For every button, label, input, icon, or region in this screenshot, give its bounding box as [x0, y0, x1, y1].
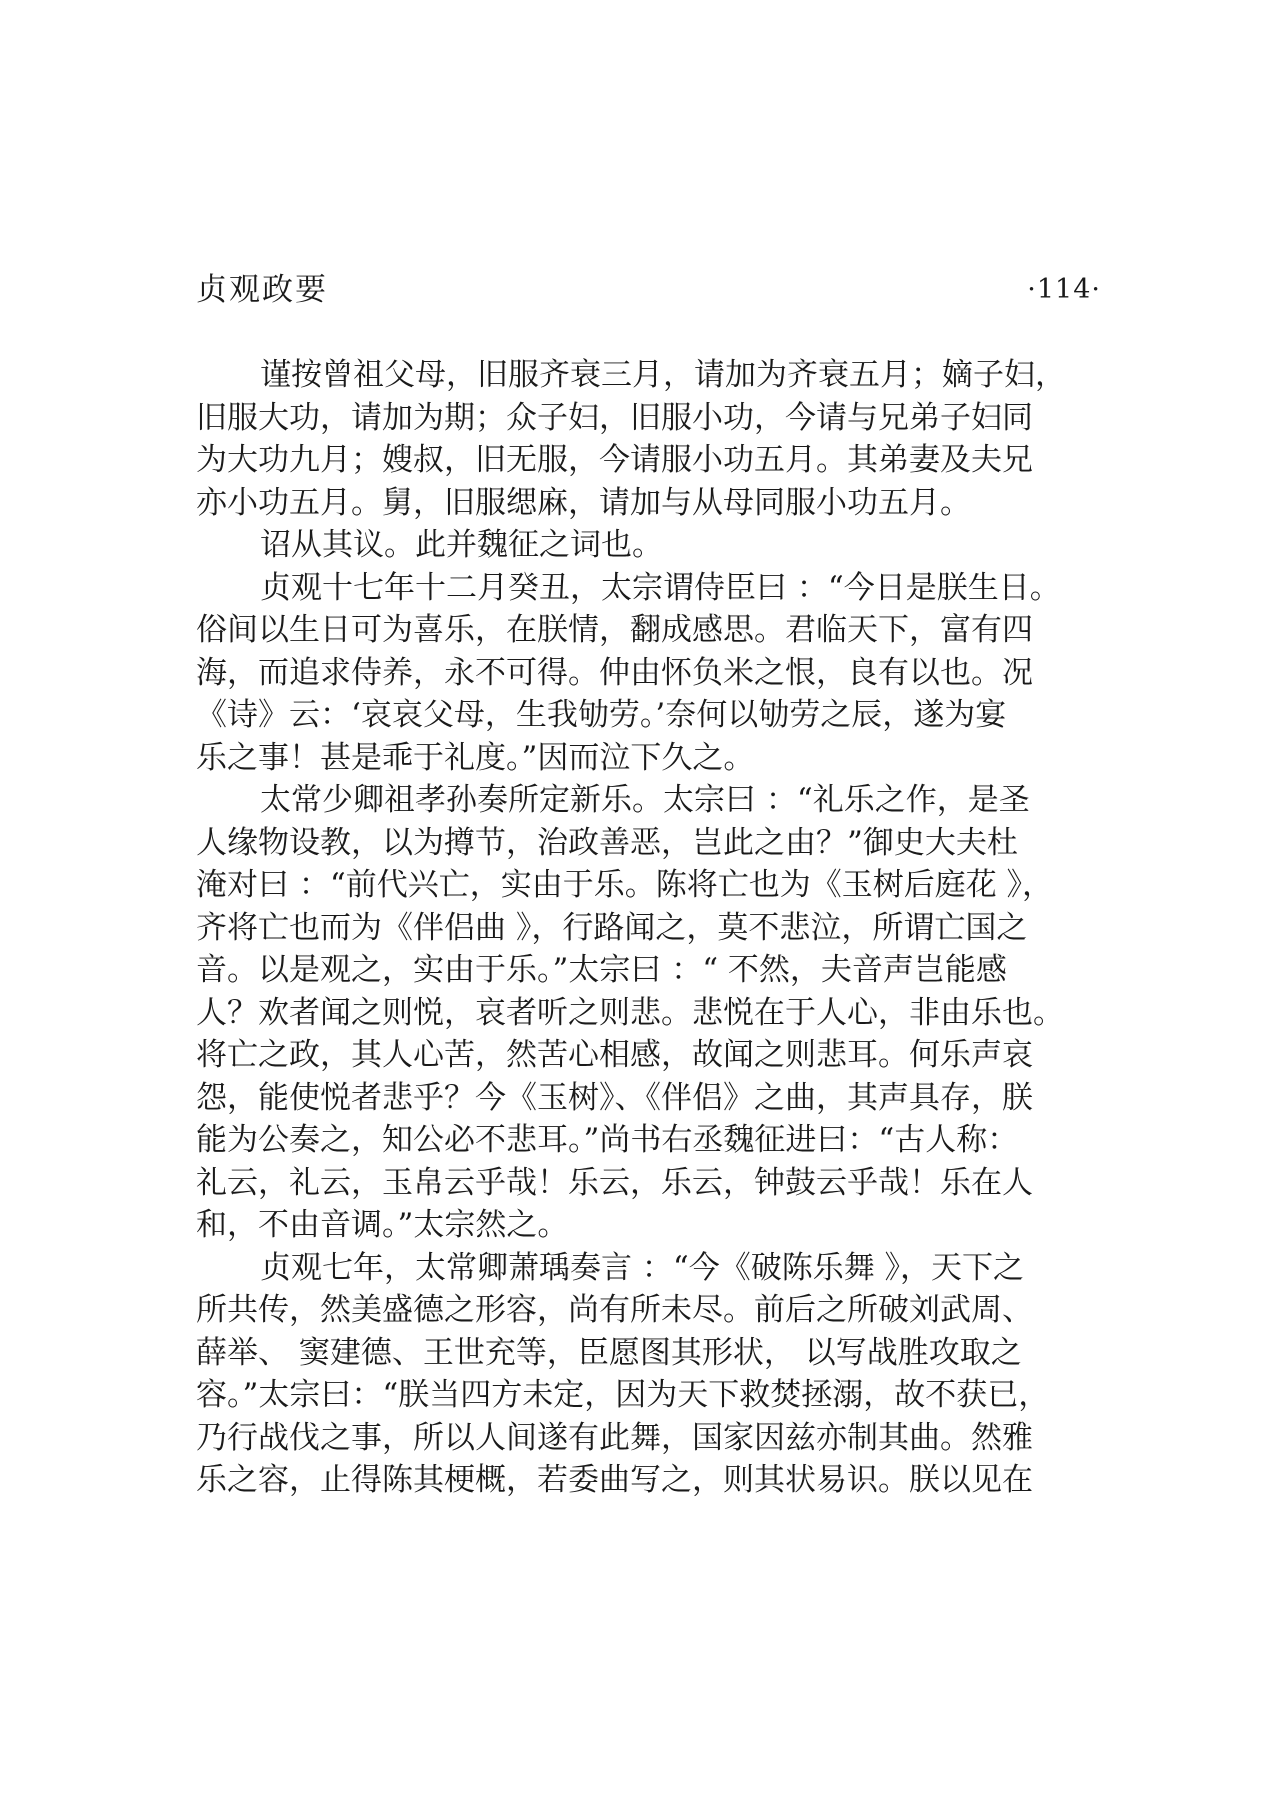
- text-line: 诏从其议。此并魏征之词也。: [260, 527, 663, 563]
- text-line: 所共传，然美盛德之形容，尚有所未尽。前后之所破刘武周、: [196, 1292, 1033, 1328]
- page-number: ·114·: [1027, 274, 1101, 305]
- text-line: 贞观十七年十二月癸丑，太宗谓侍臣曰 ：“今日是朕生日。: [260, 569, 1061, 606]
- text-line: 薛举、 窦建德、王世充等，臣愿图其形状， 以写战胜攻取之: [196, 1334, 1022, 1371]
- text-line: 太常少卿祖孝孙奏所定新乐。太宗曰 ：“礼乐之作，是圣: [260, 782, 1030, 818]
- text-line: 淹对曰 ：“前代兴亡，实由于乐。陈将亡也为《玉树后庭花 》，: [196, 867, 1054, 903]
- text-line: 怨，能使悦者悲乎？今《玉树》、《伴侣》之曲，其声具存，朕: [196, 1079, 1033, 1116]
- text-line: 能为公奏之，知公必不悲耳。”尚书右丞魏征进曰：“古人称：: [196, 1122, 1019, 1158]
- text-line: 为大功九月；嫂叔，旧无服，今请服小功五月。其弟妻及夫兄: [196, 442, 1033, 478]
- text-line: 乐之容，止得陈其梗概，若委曲写之，则其状易识。朕以见在: [196, 1462, 1033, 1498]
- text-line: 海，而追求侍养，永不可得。仲由怀负米之恨，良有以也。况: [196, 654, 1033, 691]
- page-header: [196, 268, 1101, 312]
- text-line: 人缘物设教，以为撙节，治政善恶，岂此之由？”御史大夫杜: [196, 824, 1018, 861]
- book-title: 贞观政要: [196, 272, 328, 308]
- text-line: 齐将亡也而为《伴侣曲 》，行路闻之，莫不悲泣，所谓亡国之: [196, 909, 1028, 946]
- page-body: [196, 354, 1111, 1502]
- text-line: 旧服大功，请加为期；众子妇，旧服小功，今请与兄弟子妇同: [196, 399, 1033, 436]
- text-line: 俗间以生日可为喜乐，在朕情，翻成感思。君临天下，富有四: [196, 612, 1033, 648]
- text-line: 贞观七年，太常卿萧瑀奏言 ：“今《破陈乐舞 》，天下之: [260, 1249, 1025, 1286]
- text-line: 谨按曾祖父母，旧服齐衰三月，请加为齐衰五月；嫡子妇，: [260, 357, 1066, 393]
- text-line: 人？欢者闻之则悦，哀者听之则悲。悲悦在于人心，非由乐也。: [196, 994, 1064, 1031]
- text-line: 乃行战伐之事，所以人间遂有此舞，国家因兹亦制其曲。然雅: [196, 1419, 1033, 1456]
- text-line: 容。”太宗曰：“朕当四方未定，因为天下救焚拯溺，故不获已，: [196, 1377, 1050, 1413]
- text-line: 亦小功五月。舅，旧服缌麻，请加与从母同服小功五月。: [196, 484, 971, 521]
- text-line: 《诗》云：‘哀哀父母，生我劬劳。’奈何以劬劳之辰，遂为宴: [196, 697, 1007, 733]
- text-line: 礼云，礼云，玉帛云乎哉！乐云，乐云，钟鼓云乎哉！乐在人: [196, 1164, 1033, 1201]
- text-line: 音。以是观之，实由于乐。”太宗曰 ：“ 不然，夫音声岂能感: [196, 952, 1007, 988]
- text-line: 乐之事！甚是乖于礼度。”因而泣下久之。: [196, 739, 755, 776]
- text-line: 将亡之政，其人心苦，然苦心相感，故闻之则悲耳。何乐声哀: [196, 1037, 1033, 1073]
- text-line: 和，不由音调。”太宗然之。: [196, 1207, 569, 1243]
